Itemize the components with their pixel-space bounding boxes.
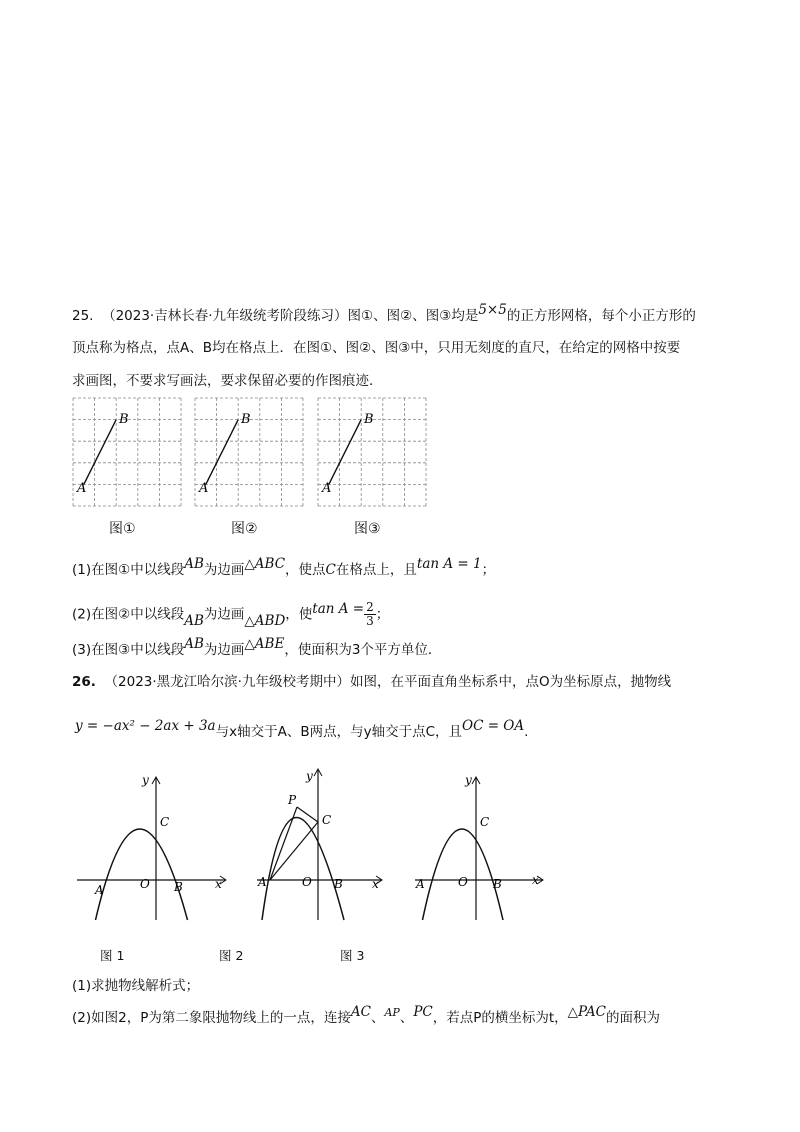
q25-line-1	[72, 302, 696, 326]
label-b: B	[119, 412, 129, 427]
x-label: x	[372, 877, 379, 891]
grid-figure-2	[195, 398, 303, 506]
q25-text: 图①、图②、图③均是	[347, 308, 479, 324]
figure-caption-1: 图①	[109, 521, 136, 537]
q26-text: ，若点P的横坐标为t，	[432, 1010, 568, 1026]
q25-text: (3)在图③中以线段	[72, 642, 185, 658]
q25-text: ；	[481, 562, 496, 578]
math: tan A =	[312, 600, 365, 617]
q26-part-2	[72, 1004, 660, 1029]
math: △ABC	[244, 556, 286, 572]
q25-text: 在格点上，且	[335, 562, 417, 578]
q25-text: (2)在图②中以线段	[72, 606, 185, 623]
q25-text: 为边画	[203, 606, 245, 623]
math: △PAC	[567, 1004, 606, 1020]
label-b: B	[241, 412, 251, 427]
q25-text: ，使	[285, 606, 313, 623]
q26-text: 如图，在平面直角坐标系中，点O为坐标原点，抛物线	[349, 674, 672, 690]
q25-part-3	[72, 636, 442, 660]
numerator: 2	[366, 600, 374, 614]
q25-text: 的正方形网格，每个小正方形的	[506, 308, 696, 324]
label-a: A	[322, 481, 332, 496]
a-label: A	[95, 883, 104, 897]
figure-caption-3: 图 3	[340, 948, 365, 963]
b-label: B	[493, 877, 502, 891]
c-label: C	[322, 813, 332, 827]
math: AP	[384, 1006, 400, 1019]
math: AC	[350, 1004, 371, 1020]
equation: y = −ax² − 2ax + 3a	[75, 718, 216, 734]
grid-figure-1	[73, 398, 181, 506]
x-label: x	[215, 877, 222, 891]
a-label: A	[258, 875, 267, 889]
parabola-figure-1	[72, 770, 232, 930]
parabola-figure-2	[252, 770, 412, 930]
fraction	[364, 601, 376, 628]
q25-line-3: 求画图，不要求写画法，要求保留必要的作图痕迹．	[72, 373, 383, 389]
q26-line-1	[72, 672, 671, 692]
c-label: C	[480, 815, 490, 829]
math: AB	[184, 636, 204, 652]
math: AB	[184, 612, 204, 629]
q26-part-1: (1)求抛物线解析式；	[72, 978, 200, 994]
q25-part-2	[72, 601, 389, 628]
segment-ab	[329, 420, 361, 485]
denominator: 3	[366, 614, 374, 628]
label-a: A	[199, 481, 209, 496]
math: tan A = 1	[416, 556, 482, 572]
grid-size: 5×5	[478, 302, 507, 318]
o-label: O	[140, 877, 150, 891]
q25-line-2: 顶点称为格点，点A、B均在格点上．在图①、图②、图③中，只用无刻度的直尺，在给定的网格中按要	[72, 340, 681, 356]
figure-caption-3: 图③	[354, 521, 381, 537]
q26-source: （2023·黑龙江哈尔滨·九年级校考期中）	[104, 674, 350, 690]
q26-text: .	[524, 724, 529, 740]
q26-line-2	[75, 718, 529, 742]
o-label: O	[458, 875, 468, 889]
c-label: C	[160, 815, 170, 829]
q26-text: 、	[399, 1010, 414, 1026]
figure-caption-2: 图②	[231, 521, 258, 537]
math: C	[325, 562, 336, 578]
parabola-figure-3	[410, 770, 570, 930]
q25-part-1	[72, 556, 496, 580]
label-a: A	[77, 481, 87, 496]
o-label: O	[302, 875, 312, 889]
q25-text: (1)在图①中以线段	[72, 562, 185, 578]
q26-text: 与x轴交于A、B两点，与y轴交于点C，且	[215, 724, 462, 740]
q26-text: 的面积为	[605, 1010, 660, 1026]
q25-text: ；	[375, 606, 390, 623]
q25-source: （2023·吉林长春·九年级统考阶段练习）	[102, 308, 348, 324]
a-label: A	[416, 877, 425, 891]
label-b: B	[364, 412, 374, 427]
q26-text: 、	[370, 1010, 385, 1026]
math: △ABE	[244, 636, 285, 652]
q25-text: 为边画	[203, 562, 245, 578]
figure-caption-1: 图 1	[100, 948, 125, 963]
segment-ab	[206, 420, 238, 485]
b-label: B	[174, 880, 183, 894]
figure-caption-2: 图 2	[219, 948, 244, 963]
math: △ABD	[244, 612, 286, 629]
b-label: B	[334, 877, 343, 891]
y-label: y	[306, 769, 313, 783]
x-label: x	[532, 873, 539, 887]
q25-text: ，使面积为3个平方单位．	[284, 642, 442, 658]
q25-text: 为边画	[203, 642, 245, 658]
math: PC	[413, 1004, 433, 1020]
math: AB	[184, 556, 204, 572]
y-label: y	[465, 773, 472, 787]
q26-text: (2)如图2，P为第二象限抛物线上的一点，连接	[72, 1010, 351, 1026]
q26-number: 26.	[72, 674, 96, 690]
condition: OC = OA	[462, 718, 525, 734]
q25-number: 25.	[72, 308, 94, 324]
p-label: P	[288, 793, 297, 807]
segment-ab	[84, 420, 116, 485]
q25-text: ，使点	[285, 562, 326, 578]
y-label: y	[142, 773, 149, 787]
grid-figure-3	[318, 398, 426, 506]
